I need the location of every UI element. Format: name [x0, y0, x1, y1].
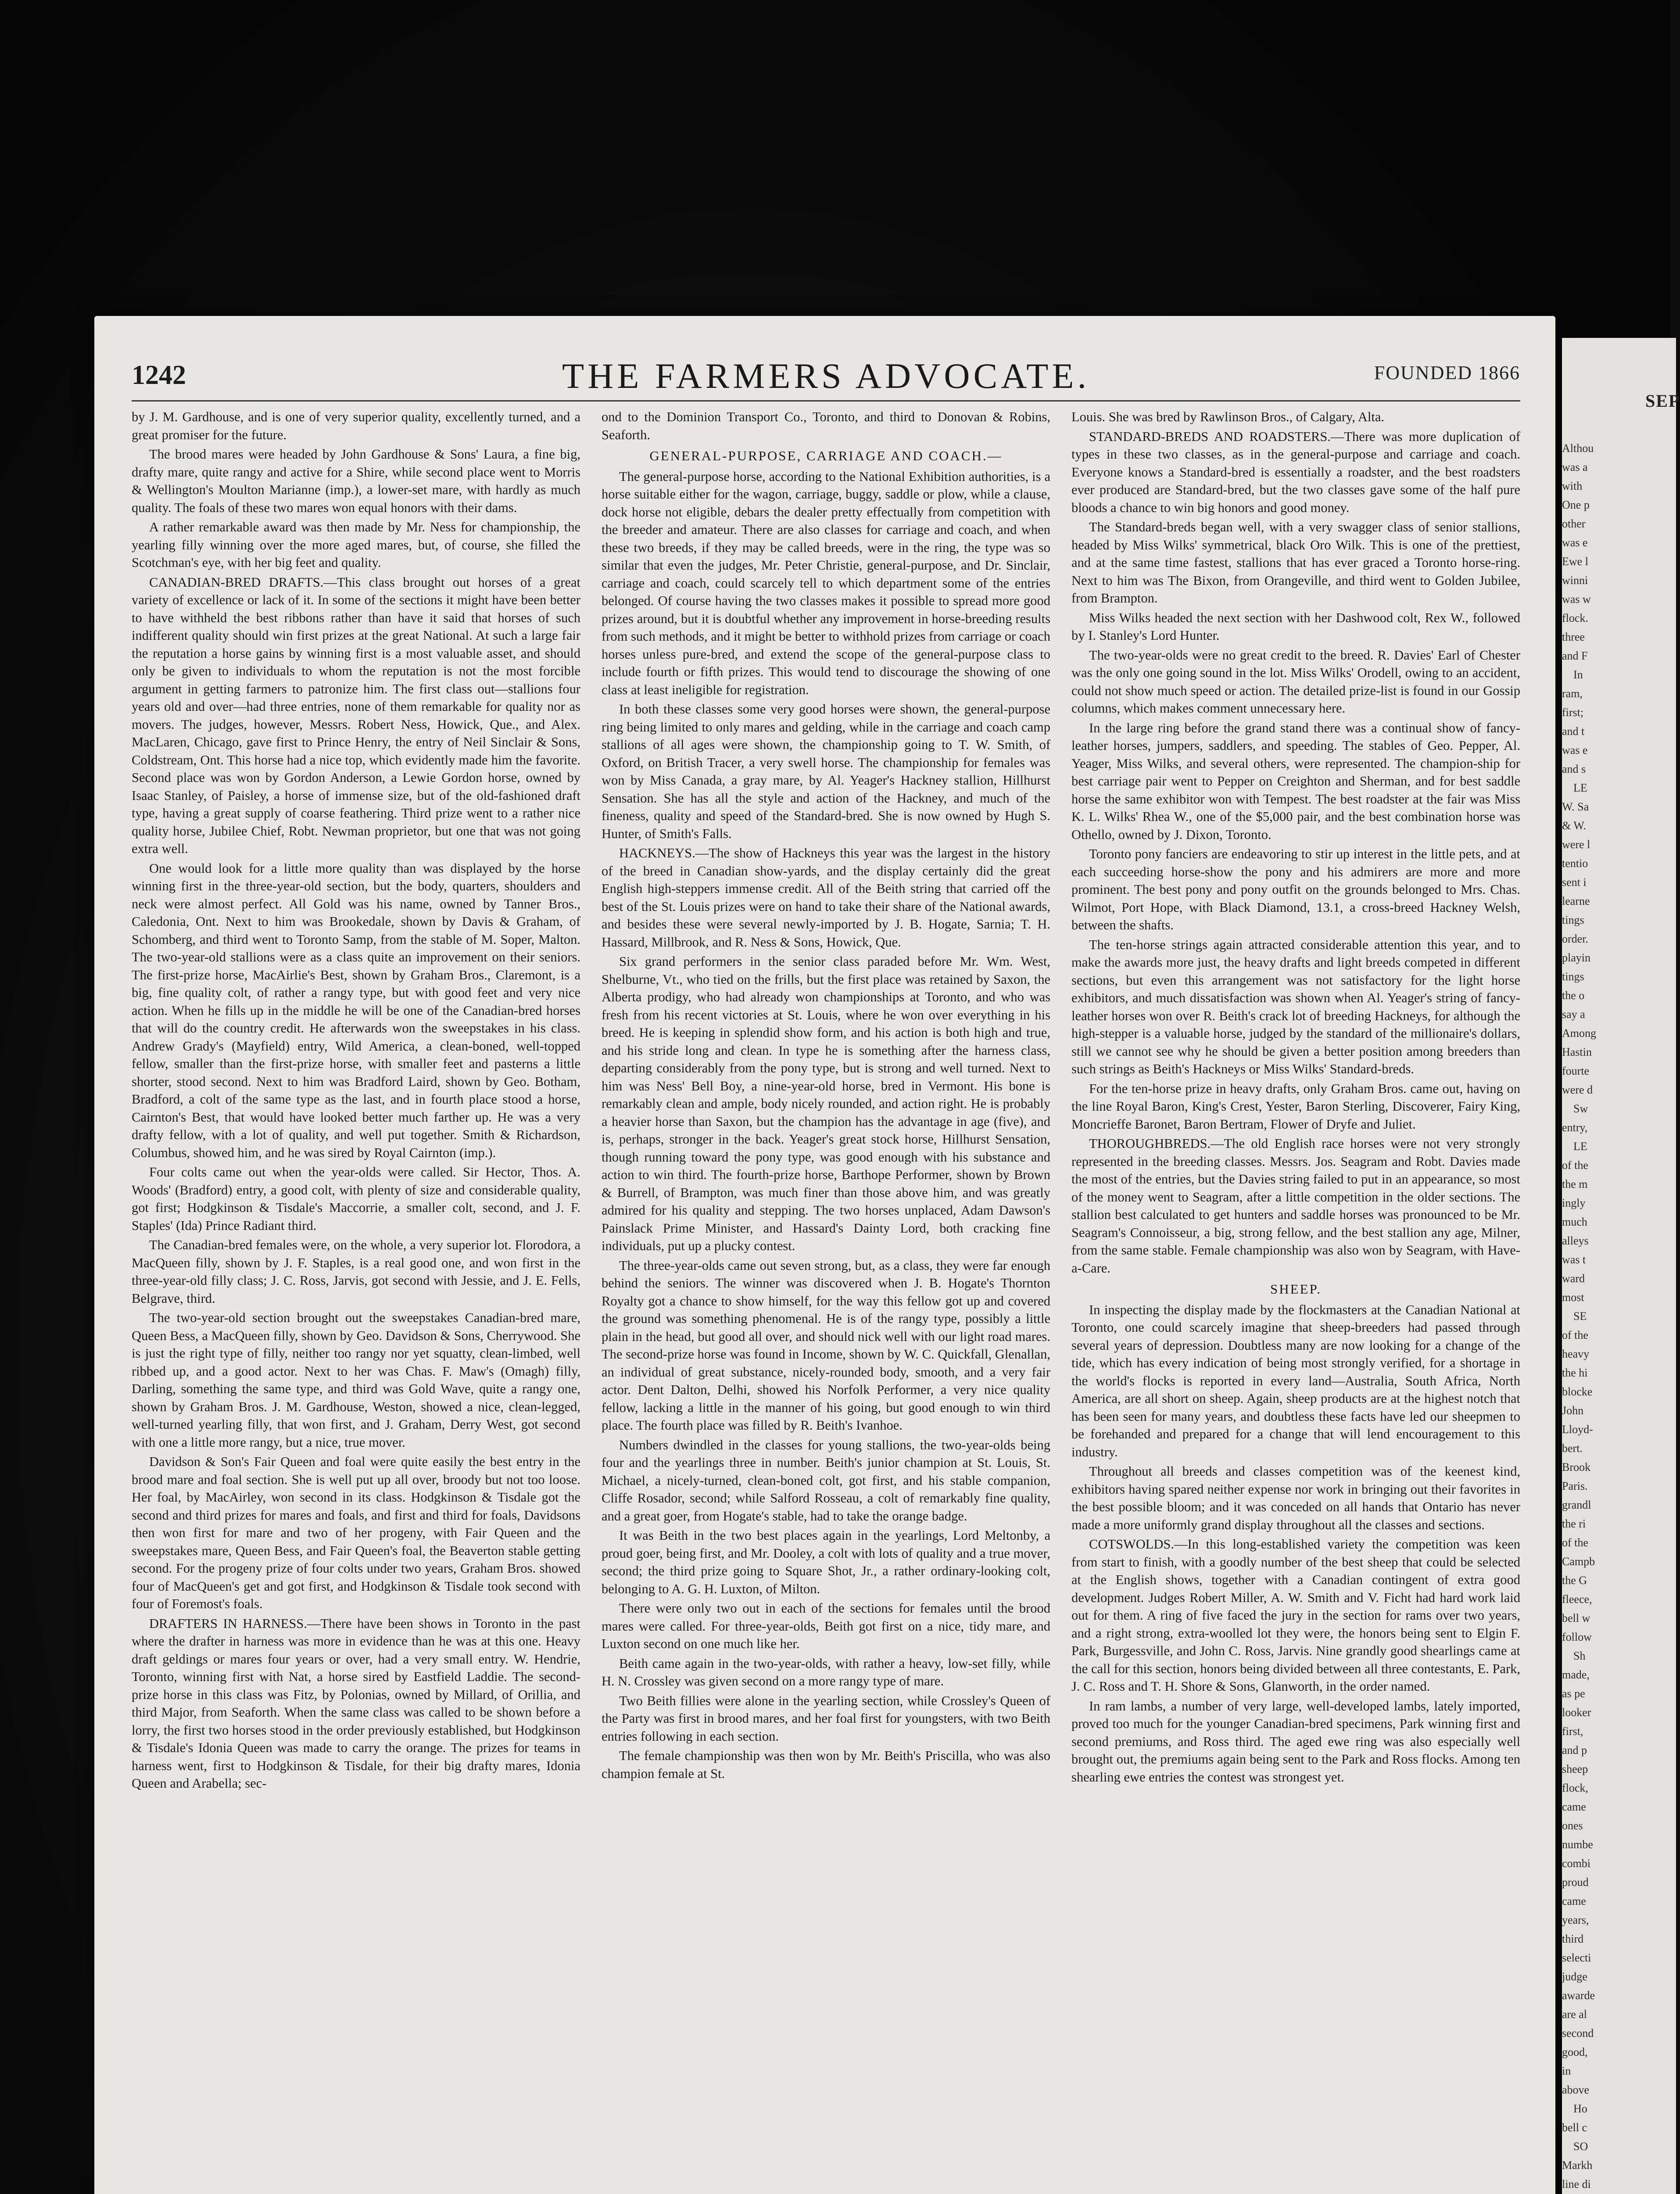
header-rule — [132, 400, 1520, 402]
paragraph: The two-year-old section brought out the sweepstakes Canadian-bred mare, Queen Bess, a MacQueen filly, shown by Geo. Davidson & Sons, Cherrywood. She is just the right type of filly, neither too rangy nor yet squatty, clean-limbed, well ribbed up, and a good actor. Next to her was Chas. F. Maw's (Omagh) filly, Darling, something the same type, and third was Gold Wave, quite a rangy one, shown by Graham Bros. J. M. Gardhouse, Weston, showed a nice, clean-legged, well-turned yearling filly, that won first, and J. Graham, Derry West, got second with one a little more rangy, but a nice, true mover. — [132, 1310, 580, 1450]
paragraph: Four colts came out when the year-olds were called. Sir Hector, Thos. A. Woods' (Bradford) entry, a good colt, with plenty of size and considerable quality, got first; Hodgkinson & Tisdale's Maccorrie, a smaller colt, second, and J. F. Staples' (Ida) Prince Radiant third. — [132, 1165, 580, 1233]
paragraph: Louis. She was bred by Rawlinson Bros., of Calgary, Alta. — [1071, 409, 1384, 424]
page-number: 1242 — [132, 360, 186, 390]
paragraph: COTSWOLDS.—In this long-established variety the competition was keen from start to finish, with a goodly number of the best sheep that could be selected at the English shows, together with a Canadian contingent of extra good development. Judges Robert Miller, A. W. Smith and V. Ficht had hard work laid out for them. A ring of five faced the jury in the section for rams over two years, and a right strong, extra-woolled lot they were, the honors being sent to Elgin F. Park, Burgessville, and John C. Ross, Jarvis. Nine grandly good shearlings came at the call for this section, honors being divided between all three contestants, E. Park, J. C. Ross and T. H. Shore & Sons, Glanworth, in the order named. — [1071, 1537, 1520, 1694]
paragraph: A rather remarkable award was then made by Mr. Ness for championship, the yearling filly winning over the more aged mares, but, of course, she filled the Scotchman's eye, with her big feet and quality. — [132, 520, 580, 570]
newspaper-page — [94, 316, 1555, 2194]
paragraph: Throughout all breeds and classes competition was of the keenest kind, exhibitors having spared neither expense nor work in bringing out their favorites in the best possible bloom; and it was conceded on all hands that Ontario has never made a more uniformly grand display throughout all the classes and sections. — [1071, 1464, 1520, 1532]
paragraph: Davidson & Son's Fair Queen and foal were quite easily the best entry in the brood mare and foal section. She is well put up all over, broody but not too loose. Her foal, by MacAirley, won second in its class. Hodgkinson & Tisdale got the second and third prizes for mares and foals, and first and third for foals, Davidsons then won first for mare and two of her progeny, with Fair Queen and the sweepstakes mare, Queen Bess, and Fair Queen's foal, the Beaverton stable getting second. For the progeny prize of four colts under two years, Graham Bros. showed four of MacQueen's get and got first, and Hodgkinson & Tisdale took second with four of Foremost's foals. — [132, 1454, 580, 1611]
paragraph: by J. M. Gardhouse, and is one of very superior quality, excellently turned, and a great promiser for the future. — [132, 409, 580, 442]
column-1 — [132, 408, 580, 2194]
adjacent-page-edge — [1562, 338, 1680, 2194]
paragraph: STANDARD-BREDS AND ROADSTERS.—There was more duplication of types in these two classes, as in the general-purpose and carriage and coach. Everyone knows a Standard-bred is essentially a roadster, and the best roadsters ever produced are Standard-bred, but the two classes gave some of the half pure bloods a chance to win big honors and good money. — [1071, 429, 1520, 515]
paragraph: The ten-horse strings again attracted considerable attention this year, and to make the awards more just, the heavy drafts and light breeds competed in different sections, but even this arrangement was not satisfactory for the light horse exhibitors, and much dissatisfaction was shown when Al. Yeager's string of fancy-leather horses won over R. Beith's crack lot of breeding Hackneys, for although the high-stepper is a valuable horse, judged by the standard of the millionaire's dollars, still we cannot see why he should be given a better position among breeders than such strings as Beith's Hackneys or Miss Wilks' Standard-breds. — [1071, 937, 1520, 1076]
paragraph: Miss Wilks headed the next section with her Dashwood colt, Rex W., followed by I. Stanley's Lord Hunter. — [1071, 610, 1520, 643]
founded-date: FOUNDED 1866 — [1374, 362, 1520, 384]
journal-title: THE FARMERS ADVOCATE. — [562, 356, 1090, 396]
paragraph: ond to the Dominion Transport Co., Toronto, and third to Donovan & Robins, Seaforth. — [602, 409, 1050, 442]
paragraph: In ram lambs, a number of very large, well-developed lambs, lately imported, proved too much for the younger Canadian-bred specimens, Park winning first and second premiums, and Ross third. The aged ewe ring was also especially well brought out, the premiums again being sent to the Park and Ross flocks. Among ten shearling ewe entries the contest was strongest yet. — [1071, 1698, 1520, 1785]
masthead — [132, 355, 1520, 395]
paragraph: THOROUGHBREDS.—The old English race horses were not very strongly represented in the breeding classes. Messrs. Jos. Seagram and Robt. Davies made the most of the entries, but the Davies string failed to put in an appearance, so most of the money went to Seagram, after a little competition in the older sections. The stallion best calculated to get hunters and saddle horses was pronounced to be Mr. Seagram's Connoisseur, a big, strong fellow, and the best stallion any age, Milner, from the same stable. Female championship was also won by Seagram, with Have-a-Care. — [1071, 1136, 1520, 1276]
paragraph: For the ten-horse prize in heavy drafts, only Graham Bros. came out, having on the line Royal Baron, King's Crest, Yester, Baron Sterling, Discoverer, Fairy King, Moncrieffe Baronet, Baron Bertram, Flower of Dryfe and Juliet. — [1071, 1081, 1520, 1132]
paragraph: DRAFTERS IN HARNESS.—There have been shows in Toronto in the past where the drafter in harness was more in evidence than he was at this one. Heavy draft geldings or mares four years or over, had a very small entry. W. Hendrie, Toronto, winning first with Nat, a horse sired by Eastfield Laddie. The second-prize horse in this class was Fitz, by Polonias, owned by Millard, of Orillia, and third Major, from Seaforth. When the same class was called to be shown before a lorry, the first two horses stood in the order previously established, but Hodgkinson & Tisdale's Idonia Queen was made to carry the orange. The prizes for teams in harness went, first to Hodgkinson & Tisdale, for their big drafty mares, Idonia Queen and Arabella; sec- — [132, 1616, 580, 1791]
paragraph: In the large ring before the grand stand there was a continual show of fancy-leather horses, jumpers, saddlers, and speeding. The stables of Geo. Pepper, Al. Yeager, Miss Wilks, and several others, were represented. The champion-ship for best carriage pair went to Pepper on Creighton and Sherman, and for best saddle horse the same exhibitor won with Tempest. The best roadster at the fair was Miss K. L. Wilks' Rhea W., one of the $5,000 pair, and the best combination horse was Othello, owned by J. Dixon, Toronto. — [1071, 720, 1520, 842]
paragraph: Toronto pony fanciers are endeavoring to stir up interest in the little pets, and at each succeeding horse-show the pony and his admirers are more and more prominent. The best pony and pony outfit on the grounds belonged to Mrs. Chas. Wilmot, Port Hope, with Black Diamond, 13.1, a cross-breed Hackney Welsh, between the shafts. — [1071, 846, 1520, 932]
adjacent-page-text: Althou was a with One p other was e Ewe l winni was w flock. three and F In ram, first; and t was e and s LE W. Sa & W. were l tentio sent i learne tings order. playin tings the o say a Among Hastin fourte were d Sw entry, LE of the the m ingly much alleys was t ward most SE of the heavy the hi blocke John Lloyd- bert. Brook Paris. grandl the ri of the Campb the G fleece, bell w follow Sh made, as pe looker first, and p sheep flock, came ones numbe combi proud came years, third selecti judge awarde are al second good, in above Ho bell c SO Markh line di — [1562, 442, 1596, 2190]
adjacent-page-header: SEP — [1645, 391, 1680, 411]
paragraph: The Standard-breds began well, with a very swagger class of senior stallions, headed by Miss Wilks' symmetrical, black Oro Wilk. This is one of the prettiest, and at the same time fastest, stallions that has ever graced a Toronto horse-ring. Next to him was The Bixon, from Orangeville, and third went to Golden Jubilee, from Brampton. — [1071, 520, 1520, 606]
section-heading: SHEEP. — [1270, 1281, 1322, 1297]
paragraph: HACKNEYS.—The show of Hackneys this year was the largest in the history of the breed in Canadian show-yards, and the display certainly did the great English high-steppers immense credit. All of the Beith string that carried off the best of the St. Louis prizes were on hand to take their share of the National awards, and besides these were several newly-imported by J. B. Hogate, Sarnia; T. H. Hassard, Millbrook, and R. Ness & Sons, Howick, Que. — [602, 846, 1050, 950]
paragraph: It was Beith in the two best places again in the yearlings, Lord Meltonby, a proud goer, being first, and Mr. Dooley, a colt with lots of quality and a true mover, second; the third prize going to Square Shot, Jr., a rather ordinary-looking colt, belonging to A. G. H. Luxton, of Milton. — [602, 1528, 1050, 1596]
article-columns — [132, 408, 1520, 2194]
paragraph: Two Beith fillies were alone in the yearling section, while Crossley's Queen of the Party was first in brood mares, and her foal first for youngsters, with two Beith entries following in each section. — [602, 1693, 1050, 1744]
paragraph: Beith came again in the two-year-olds, with rather a heavy, low-set filly, while H. N. Crossley was given second on a more rangy type of mare. — [602, 1656, 1050, 1689]
paragraph: Numbers dwindled in the classes for young stallions, the two-year-olds being four and the yearlings three in number. Beith's junior champion at St. Louis, St. Michael, a nicely-turned, clean-boned colt, got first, and his stable companion, Cliffe Rosador, second; while Salford Rosseau, a colt of remarkably fine quality, and a great goer, from Hogate's stable, had to take the orange badge. — [602, 1437, 1050, 1524]
paragraph: The female championship was then won by Mr. Beith's Priscilla, who was also champion female at St. — [602, 1748, 1050, 1781]
section-heading: GENERAL-PURPOSE, CARRIAGE AND COACH.— — [649, 448, 1003, 463]
paragraph: The two-year-olds were no great credit to the breed. R. Davies' Earl of Chester was the only one going sound in the lot. Miss Wilks' Orodell, owing to an accident, could not show much speed or action. The detailed prize-list is found in our Gossip columns, which makes comment unnecessary here. — [1071, 647, 1520, 716]
paragraph: The brood mares were headed by John Gardhouse & Sons' Laura, a fine big, drafty mare, quite rangy and active for a Shire, while second place went to Morris & Wellington's Moulton Marianne (imp.), a lower-set mare, with hardly as much quality. The foals of these two mares won equal honors with their dams. — [132, 447, 580, 515]
column-3 — [1071, 408, 1520, 2194]
paragraph: In both these classes some very good horses were shown, the general-purpose ring being limited to only mares and gelding, while in the carriage and coach camp stallions of all ages were shown, the championship going to T. W. Smith, of Oxford, on British Tracer, a very swell horse. The championship for females was won by Miss Canada, a gray mare, by Al. Yeager's Hackney stallion, Hillhurst Sensation. She has all the style and action of the Hackney, and much of the fineness, quality and speed of the Standard-bred. She is now owned by Hugh S. Hunter, of Smith's Falls. — [602, 702, 1050, 841]
paragraph: The Canadian-bred females were, on the whole, a very superior lot. Florodora, a MacQueen filly, shown by J. F. Staples, is a real good one, and won first in the three-year-old filly class; J. C. Ross, Jarvis, got second with Jessie, and J. E. Fells, Belgrave, third. — [132, 1237, 580, 1306]
paragraph: One would look for a little more quality than was displayed by the horse winning first in the three-year-old section, but the body, quarters, shoulders and neck were almost perfect. All Gold was his name, owned by Tanner Bros., Caledonia, Ont. Next to him was Brookedale, shown by Davis & Graham, of Schomberg, and third went to Toronto Samp, from the stable of M. Soper, Malton. The two-year-old stallions were as a class quite an improvement on their seniors. The first-prize horse, MacAirlie's Best, shown by Graham Bros., Claremont, is a big, fine quality colt, of rather a rangy type, but with good feet and very nice action. When he fills up in the middle he will be one of the Canadian-bred horses that will do the country credit. He afterwards won the sweepstakes in his class. Andrew Grady's (Mayfield) entry, Wild America, a clean-boned, well-topped fellow, smaller than the first-prize horse, with smaller feet and pasterns a little shorter, stood second. Next to him was Bradford Laird, shown by Geo. Botham, Bradford, a colt of the same type as the last, and in fourth place stood a horse, Cairnton's Best, that would have looked better much farther up. He was a very drafty fellow, with a lot of quality, and well put together. Smith & Richardson, Columbus, showed him, and he was sired by Royal Cairnton (imp.). — [132, 860, 580, 1160]
paragraph: There were only two out in each of the sections for females until the brood mares were called. For three-year-olds, Beith got first on a nice, tidy mare, and Luxton second on one much like her. — [602, 1601, 1050, 1651]
paragraph: In inspecting the display made by the flockmasters at the Canadian National at Toronto, one could scarcely imagine that sheep-breeders had passed through several years of depression. Doubtless many are now looking for a change of the tide, which has every indication of being most strongly verified, for a shortage in the world's flocks is reported in every land—Australia, South Africa, North America, are all short on sheep. Again, sheep products are at the highest notch that has been seen for many years, and doubtless these facts have led our sheepmen to be forehanded and prepared for a change that will lend encouragement to this industry. — [1071, 1302, 1520, 1459]
paragraph: Six grand performers in the senior class paraded before Mr. Wm. West, Shelburne, Vt., who tied on the frills, but the first place was retained by Saxon, the Alberta prodigy, who had already won championships at Toronto, and who was fresh from his recent victories at St. Louis, where he won over everything in his breed. He is keeping in splendid show form, and his action is both high and true, and his stride long and clean. In type he is something after the harness class, departing considerably from the pony type, but is strong and well turned. Next to him was Ness' Bell Boy, a nine-year-old horse, bred in Vermont. His bone is remarkably clean and ample, body nicely rounded, and action right. He is probably a heavier horse than Saxon, but the champion has the advantage in age (five), and is, perhaps, stronger in the back. Yeager's great stock horse, Hillhurst Sensation, though running toward the pony type, was good enough with his substance and action to win third. The fourth-prize horse, Barthope Performer, shown by Brown & Burrell, of Brampton, was much finer than those above him, and was greatly admired for his quality and stepping. The two horses unplaced, Adam Dawson's Painslack Prime Minister, and Hassard's Dainty Lord, both cracking fine individuals, put up a plucky contest. — [602, 954, 1050, 1253]
paragraph: CANADIAN-BRED DRAFTS.—This class brought out horses of a great variety of excellence or lack of it. In some of the sections it might have been better to have withheld the best ribbons rather than have it said that horses of such indifferent quality should win first prizes at the great National. At such a large fair the reputation a horse gains by winning first is a most valuable asset, and should only be given to individuals to whom the reputation is not the most forcible argument in getting farmers to patronize him. The first class out—stallions four years old and over—had three entries, none of them remarkable for quality nor as movers. The judges, however, Messrs. Robert Ness, Howick, Que., and Alex. MacLaren, Chicago, gave first to Prince Henry, the entry of Neil Sinclair & Sons, Coldstream, Ont. This horse had a nice top, which evidently made him the favorite. Second place was won by Gordon Anderson, a Lewie Gordon horse, owned by Isaac Stanley, of Paisley, a horse of immense size, but of the old-fashioned draft type, having a great supply of coarse feathering. Third prize went to a rather nice quality horse, Jubilee Chief, Robt. Newman proprietor, but one that was not going extra well. — [132, 574, 580, 856]
paragraph: The three-year-olds came out seven strong, but, as a class, they were far enough behind the seniors. The winner was discovered when J. B. Hogate's Thornton Royalty got a chance to show himself, for the way this fellow got up and covered the ground was something phenomenal. He is of the rangy type, possibly a little plain in the head, but good all over, and should nick well with our light road mares. The second-prize horse was found in Income, shown by W. C. Quickfall, Glenallan, an individual of great substance, nicely-rounded body, smooth, and a very fair actor. Dent Dalton, Delhi, showed his Norfolk Performer, a very nice quality fellow, lacking a little in the manner of his going, but good enough to win third place. The fourth place was filled by R. Beith's Ivanhoe. — [602, 1258, 1050, 1433]
paragraph: The general-purpose horse, according to the National Exhibition authorities, is a horse suitable either for the wagon, carriage, buggy, saddle or plow, while a clause, dock horse not eligible, debars the dealer pretty effectually from competition with the breeder and amateur. There are also classes for carriage and coach, and when these two breeds, if they may be called breeds, were in the ring, the type was so similar that even the judges, Mr. Peter Christie, general-purpose, and Dr. Sinclair, carriage and coach, could scarcely tell to which department some of the entries belonged. Of course having the two classes makes it possible to spread more good prizes around, but it is doubtful whether any improvement in horse-breeding results from such methods, and it might be better to withhold prizes from carriage or coach horses unless pure-bred, and extend the scope of the general-purpose class to include fourth or fifth prizes. This would tend to discourage the showing of one class at least ineligible for registration. — [602, 469, 1050, 697]
column-2 — [602, 408, 1050, 2194]
